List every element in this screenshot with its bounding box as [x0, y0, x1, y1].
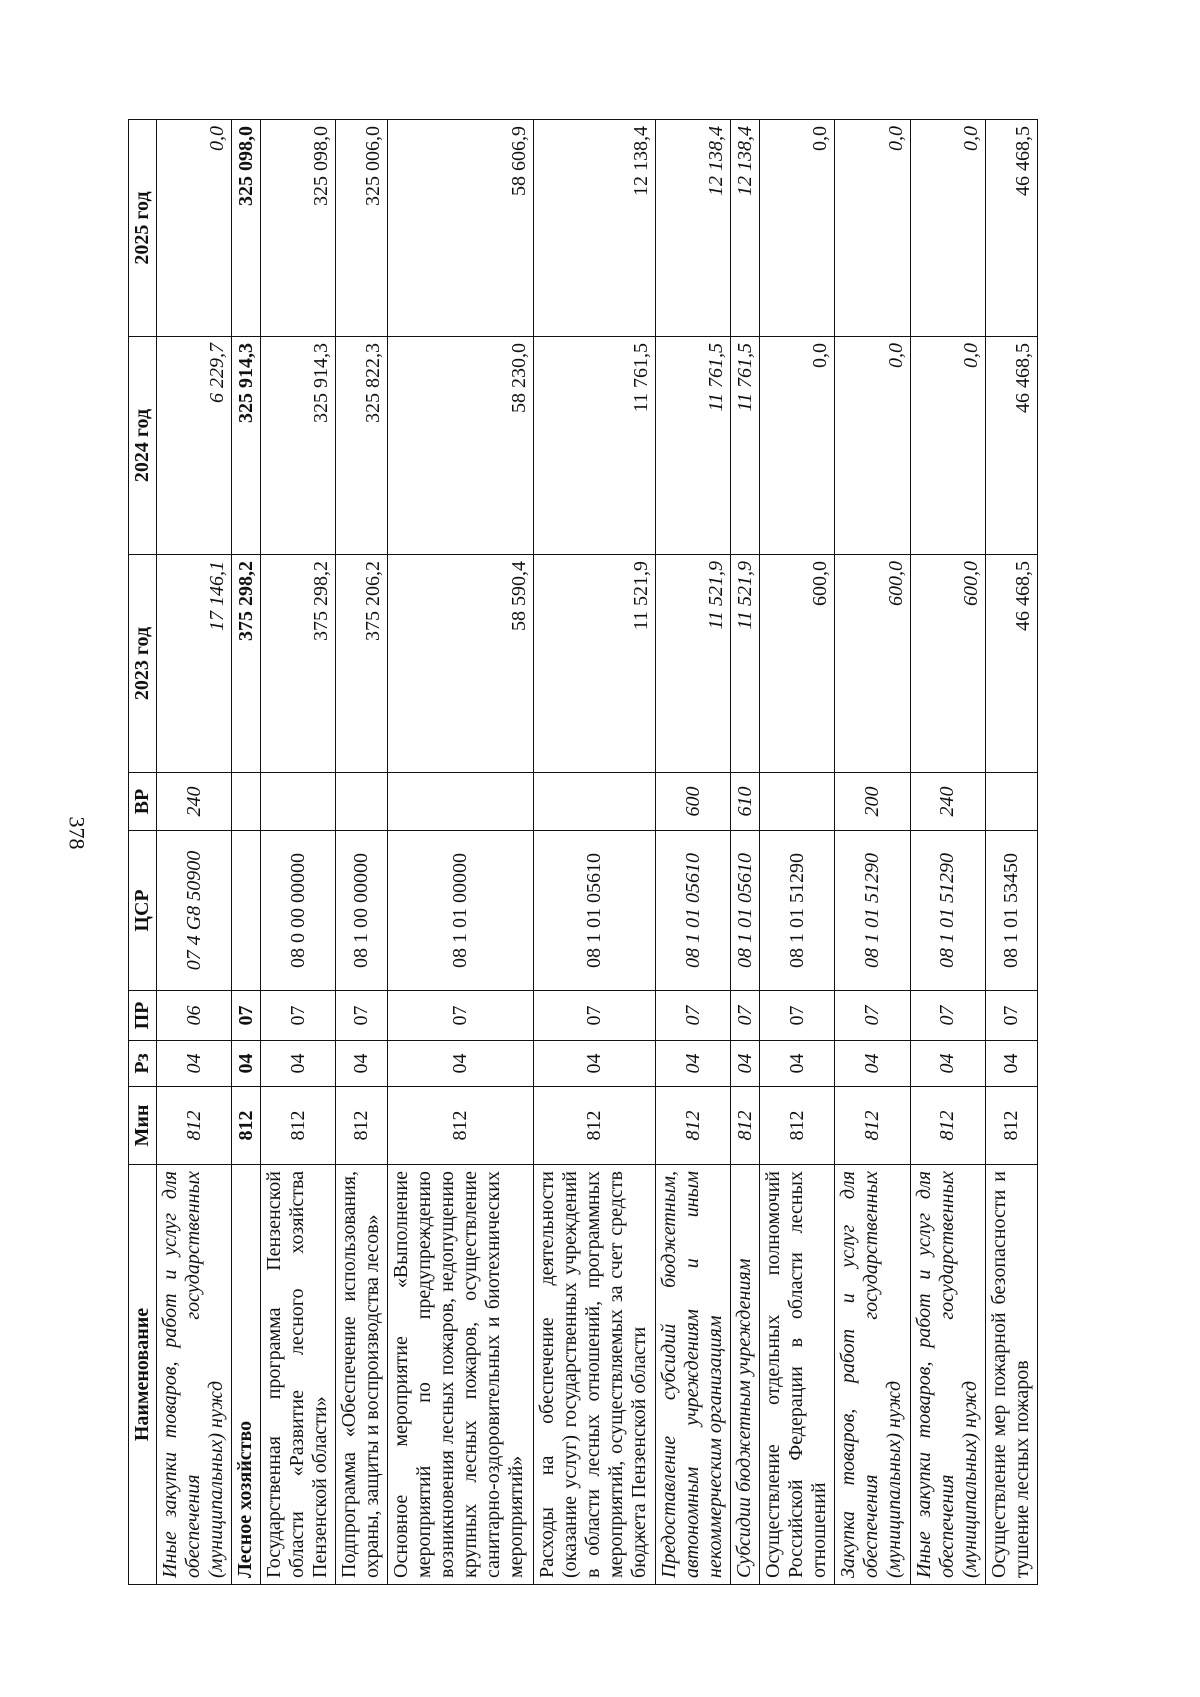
row-name: Закупка товаров, работ и услуг для обеспечения государственных (муниципальных) нужд — [835, 1165, 910, 1585]
table-body — [157, 120, 1038, 1585]
row-csr: 08 1 01 51290 — [759, 831, 834, 991]
row-vr — [759, 773, 834, 831]
row-min: 812 — [731, 1087, 760, 1165]
budget-table — [128, 119, 1038, 1585]
row-rz: 04 — [260, 1041, 335, 1087]
table-row — [157, 120, 232, 1585]
table-row — [910, 120, 985, 1585]
row-2023: 11 521,9 — [731, 555, 760, 773]
row-rz: 04 — [336, 1041, 388, 1087]
row-2023: 17 146,1 — [157, 555, 232, 773]
row-vr: 240 — [910, 773, 985, 831]
col-header-2023: 2023 год — [129, 555, 157, 773]
row-rz: 04 — [656, 1041, 731, 1087]
table-row — [232, 120, 261, 1585]
col-header-min: Мин — [129, 1087, 157, 1165]
table-row — [656, 120, 731, 1585]
row-2024: 11 761,5 — [533, 337, 655, 555]
row-2024: 6 229,7 — [157, 337, 232, 555]
row-csr: 07 4 G8 50900 — [157, 831, 232, 991]
row-pr: 07 — [260, 991, 335, 1041]
row-name: Подпрограмма «Обеспечение использования, охраны, защиты и воспроизводства лесов» — [336, 1165, 388, 1585]
row-2023: 600,0 — [835, 555, 910, 773]
row-name: Расходы на обеспечение деятельности (оказание услуг) государственных учреждений в области лесных отношений, программных мероприятий, осуществляемых за счет средств бюджета Пензенской области — [533, 1165, 655, 1585]
row-name: Субсидии бюджетным учреждениям — [731, 1165, 760, 1585]
row-2024: 0,0 — [910, 337, 985, 555]
row-2025: 325 098,0 — [232, 120, 261, 337]
row-name: Предоставление субсидий бюджетным, автономным учреждениям и иным некоммерческим организациям — [656, 1165, 731, 1585]
table-row — [759, 120, 834, 1585]
row-csr: 08 0 00 00000 — [260, 831, 335, 991]
row-min: 812 — [656, 1087, 731, 1165]
row-vr — [985, 773, 1037, 831]
row-vr — [232, 773, 261, 831]
row-csr: 08 1 01 53450 — [985, 831, 1037, 991]
row-2023: 375 298,2 — [260, 555, 335, 773]
table-row — [835, 120, 910, 1585]
row-2025: 325 098,0 — [260, 120, 335, 337]
row-csr — [232, 831, 261, 991]
row-2024: 325 914,3 — [232, 337, 261, 555]
row-rz: 04 — [759, 1041, 834, 1087]
table-row — [336, 120, 388, 1585]
row-2023: 375 298,2 — [232, 555, 261, 773]
table-row — [260, 120, 335, 1585]
col-header-name: Наименование — [129, 1165, 157, 1585]
row-vr: 240 — [157, 773, 232, 831]
row-2025: 0,0 — [157, 120, 232, 337]
row-rz: 04 — [533, 1041, 655, 1087]
row-csr: 08 1 01 00000 — [388, 831, 534, 991]
row-min: 812 — [985, 1087, 1037, 1165]
page-number: 378 — [64, 816, 90, 850]
row-name: Иные закупки товаров, работ и услуг для обеспечения государственных (муниципальных) нужд — [910, 1165, 985, 1585]
table-header-row — [129, 120, 157, 1585]
table-row — [731, 120, 760, 1585]
row-2023: 600,0 — [910, 555, 985, 773]
row-vr — [260, 773, 335, 831]
row-rz: 04 — [232, 1041, 261, 1087]
row-min: 812 — [336, 1087, 388, 1165]
row-2024: 325 914,3 — [260, 337, 335, 555]
row-csr: 08 1 01 05610 — [656, 831, 731, 991]
row-2023: 11 521,9 — [656, 555, 731, 773]
row-rz: 04 — [731, 1041, 760, 1087]
row-vr: 600 — [656, 773, 731, 831]
row-min: 812 — [388, 1087, 534, 1165]
row-pr: 07 — [533, 991, 655, 1041]
row-2025: 0,0 — [759, 120, 834, 337]
row-2025: 12 138,4 — [731, 120, 760, 337]
row-2024: 11 761,5 — [656, 337, 731, 555]
row-vr — [388, 773, 534, 831]
col-header-pr: ПР — [129, 991, 157, 1041]
row-2024: 11 761,5 — [731, 337, 760, 555]
row-rz: 04 — [835, 1041, 910, 1087]
row-2024: 58 230,0 — [388, 337, 534, 555]
table-row — [533, 120, 655, 1585]
row-2023: 600,0 — [759, 555, 834, 773]
row-vr — [533, 773, 655, 831]
row-csr: 08 1 01 51290 — [910, 831, 985, 991]
table-row — [985, 120, 1037, 1585]
row-2023: 58 590,4 — [388, 555, 534, 773]
row-min: 812 — [157, 1087, 232, 1165]
row-2025: 12 138,4 — [533, 120, 655, 337]
row-2025: 46 468,5 — [985, 120, 1037, 337]
row-csr: 08 1 01 05610 — [533, 831, 655, 991]
row-name: Осуществление мер пожарной безопасности и тушение лесных пожаров — [985, 1165, 1037, 1585]
row-pr: 07 — [232, 991, 261, 1041]
row-2024: 0,0 — [835, 337, 910, 555]
row-min: 812 — [835, 1087, 910, 1165]
row-2024: 325 822,3 — [336, 337, 388, 555]
row-pr: 07 — [835, 991, 910, 1041]
row-rz: 04 — [157, 1041, 232, 1087]
row-pr: 06 — [157, 991, 232, 1041]
row-2025: 325 006,0 — [336, 120, 388, 337]
col-header-2025: 2025 год — [129, 120, 157, 337]
row-vr: 200 — [835, 773, 910, 831]
row-name: Лесное хозяйство — [232, 1165, 261, 1585]
row-2023: 11 521,9 — [533, 555, 655, 773]
row-rz: 04 — [388, 1041, 534, 1087]
row-name: Основное мероприятие «Выполнение мероприятий по предупреждению возникновения лесных пожаров, недопущению крупных лесных пожаров, осуществление санитарно-оздоровительных и биотехнических мероприятий» — [388, 1165, 534, 1585]
row-csr: 08 1 01 05610 — [731, 831, 760, 991]
col-header-csr: ЦСР — [129, 831, 157, 991]
row-pr: 07 — [910, 991, 985, 1041]
row-pr: 07 — [388, 991, 534, 1041]
row-min: 812 — [260, 1087, 335, 1165]
row-2025: 58 606,9 — [388, 120, 534, 337]
row-pr: 07 — [336, 991, 388, 1041]
row-2023: 46 468,5 — [985, 555, 1037, 773]
row-pr: 07 — [731, 991, 760, 1041]
row-2024: 46 468,5 — [985, 337, 1037, 555]
row-pr: 07 — [759, 991, 834, 1041]
col-header-2024: 2024 год — [129, 337, 157, 555]
rotated-table-container — [128, 120, 1038, 1585]
row-pr: 07 — [656, 991, 731, 1041]
row-vr: 610 — [731, 773, 760, 831]
row-name: Осуществление отдельных полномочий Российской Федерации в области лесных отношений — [759, 1165, 834, 1585]
row-csr: 08 1 01 51290 — [835, 831, 910, 991]
row-2025: 0,0 — [910, 120, 985, 337]
row-min: 812 — [533, 1087, 655, 1165]
row-rz: 04 — [985, 1041, 1037, 1087]
row-min: 812 — [232, 1087, 261, 1165]
row-2025: 12 138,4 — [656, 120, 731, 337]
row-2025: 0,0 — [835, 120, 910, 337]
row-name: Государственная программа Пензенской области «Развитие лесного хозяйства Пензенской области» — [260, 1165, 335, 1585]
row-pr: 07 — [985, 991, 1037, 1041]
row-min: 812 — [910, 1087, 985, 1165]
row-2024: 0,0 — [759, 337, 834, 555]
row-min: 812 — [759, 1087, 834, 1165]
row-rz: 04 — [910, 1041, 985, 1087]
table-row — [388, 120, 534, 1585]
row-name: Иные закупки товаров, работ и услуг для обеспечения государственных (муниципальных) нужд — [157, 1165, 232, 1585]
row-2023: 375 206,2 — [336, 555, 388, 773]
col-header-vr: ВР — [129, 773, 157, 831]
col-header-rz: Рз — [129, 1041, 157, 1087]
row-vr — [336, 773, 388, 831]
row-csr: 08 1 00 00000 — [336, 831, 388, 991]
